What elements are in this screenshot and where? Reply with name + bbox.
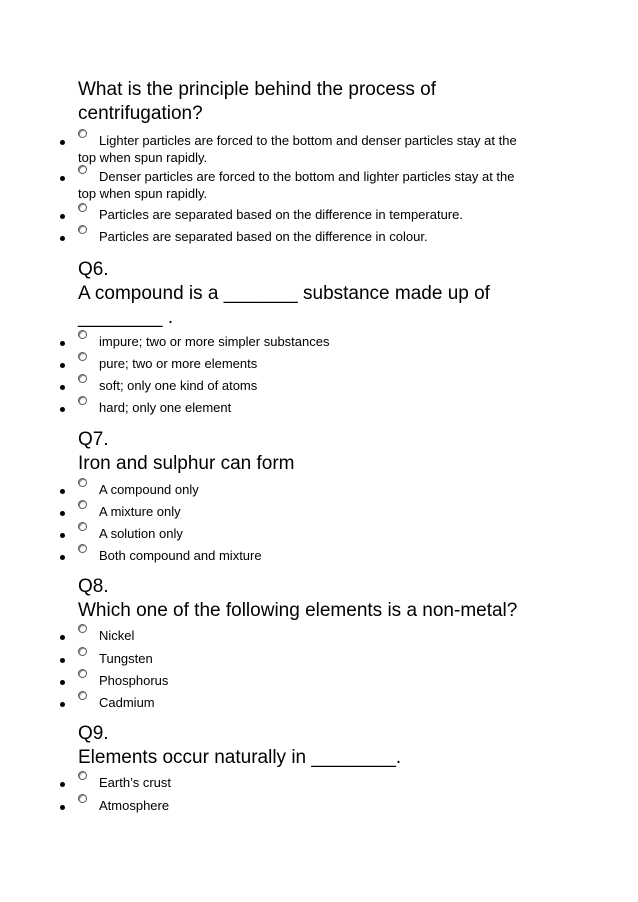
- radio-button-icon[interactable]: [78, 330, 87, 339]
- option-label: Particles are separated based on the difference in colour.: [99, 229, 428, 244]
- answer-option[interactable]: [0, 376, 638, 394]
- question-number: Q9.: [78, 723, 109, 744]
- radio-button-icon[interactable]: [78, 396, 87, 405]
- option-label: impure; two or more simpler substances: [99, 334, 330, 349]
- option-label: Atmosphere: [99, 798, 170, 813]
- answer-option[interactable]: [0, 693, 638, 711]
- bullet-icon: [60, 363, 65, 368]
- option-label: Both compound and mixture: [99, 548, 262, 563]
- option-label: Lighter particles are forced to the bottom and denser particles stay at the top when spun rapidly.: [78, 133, 517, 165]
- question-text: Which one of the following elements is a non-metal?: [78, 600, 518, 621]
- radio-button-icon[interactable]: [78, 669, 87, 678]
- question-text: ________ .: [78, 307, 174, 328]
- question-text: A compound is a _______ substance made up of: [78, 283, 490, 304]
- radio-button-icon[interactable]: [78, 691, 87, 700]
- bullet-icon: [60, 176, 65, 181]
- question-text: Iron and sulphur can form: [78, 453, 295, 474]
- question-number: Q8.: [78, 576, 109, 597]
- answer-option[interactable]: [0, 398, 638, 416]
- bullet-icon: [60, 702, 65, 707]
- option-label: Nickel: [99, 628, 135, 643]
- bullet-icon: [60, 805, 65, 810]
- bullet-icon: [60, 635, 65, 640]
- bullet-icon: [60, 555, 65, 560]
- bullet-icon: [60, 680, 65, 685]
- radio-button-icon[interactable]: [78, 771, 87, 780]
- radio-button-icon[interactable]: [78, 478, 87, 487]
- answer-option[interactable]: [0, 626, 638, 644]
- answer-option[interactable]: [0, 205, 638, 223]
- bullet-icon: [60, 341, 65, 346]
- radio-button-icon[interactable]: [78, 203, 87, 212]
- answer-option[interactable]: [0, 671, 638, 689]
- question-number: Q6.: [78, 259, 109, 280]
- bullet-icon: [60, 236, 65, 241]
- radio-button-icon[interactable]: [78, 225, 87, 234]
- option-label: A compound only: [99, 482, 199, 497]
- option-label: pure; two or more elements: [99, 356, 258, 371]
- bullet-icon: [60, 489, 65, 494]
- option-label: Phosphorus: [99, 673, 169, 688]
- question-text: centrifugation?: [78, 103, 203, 124]
- radio-button-icon[interactable]: [78, 647, 87, 656]
- option-label: A mixture only: [99, 504, 181, 519]
- option-label: Tungsten: [99, 651, 153, 666]
- option-label: Particles are separated based on the difference in temperature.: [99, 207, 463, 222]
- answer-option[interactable]: [0, 796, 638, 814]
- answer-option[interactable]: [0, 773, 638, 791]
- answer-option[interactable]: [0, 649, 638, 667]
- bullet-icon: [60, 658, 65, 663]
- radio-button-icon[interactable]: [78, 544, 87, 553]
- radio-button-icon[interactable]: [78, 624, 87, 633]
- answer-option[interactable]: [0, 332, 638, 350]
- option-label: soft; only one kind of atoms: [99, 378, 258, 393]
- radio-button-icon[interactable]: [78, 352, 87, 361]
- answer-option[interactable]: [0, 227, 638, 245]
- question-text: What is the principle behind the process of: [78, 79, 437, 100]
- bullet-icon: [60, 782, 65, 787]
- answer-option[interactable]: [0, 354, 638, 372]
- answer-option[interactable]: [0, 131, 638, 165]
- option-label: Cadmium: [99, 695, 155, 710]
- answer-option[interactable]: [0, 524, 638, 542]
- bullet-icon: [60, 214, 65, 219]
- bullet-icon: [60, 140, 65, 145]
- answer-option[interactable]: [0, 502, 638, 520]
- radio-button-icon[interactable]: [78, 500, 87, 509]
- answer-option[interactable]: [0, 546, 638, 564]
- option-label: Earth’s crust: [99, 775, 172, 790]
- question-text: Elements occur naturally in ________.: [78, 747, 402, 768]
- radio-button-icon[interactable]: [78, 374, 87, 383]
- option-label: A solution only: [99, 526, 183, 541]
- radio-button-icon[interactable]: [78, 522, 87, 531]
- bullet-icon: [60, 385, 65, 390]
- answer-option[interactable]: [0, 167, 638, 201]
- answer-option[interactable]: [0, 480, 638, 498]
- option-label: Denser particles are forced to the bottom and lighter particles stay at the top when spun rapidly.: [78, 169, 515, 201]
- bullet-icon: [60, 511, 65, 516]
- radio-button-icon[interactable]: [78, 794, 87, 803]
- option-label: hard; only one element: [99, 400, 232, 415]
- bullet-icon: [60, 407, 65, 412]
- question-number: Q7.: [78, 429, 109, 450]
- bullet-icon: [60, 533, 65, 538]
